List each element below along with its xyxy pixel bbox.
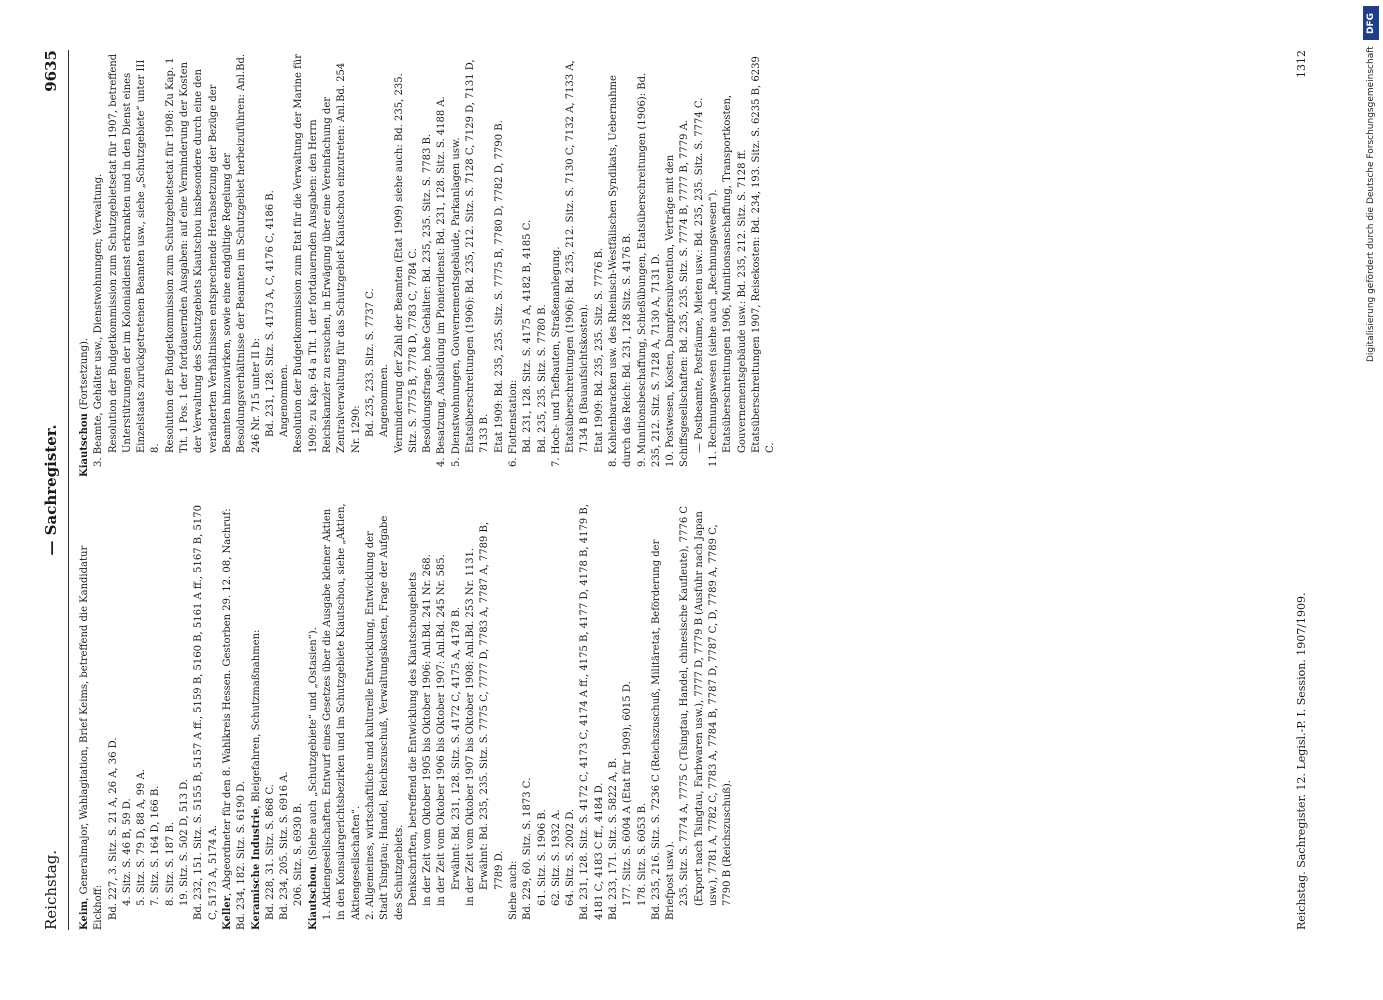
headword: Keramische Industrie — [250, 808, 262, 930]
index-reference: Besoldungsfrage, hohe Gehälter: Bd. 235, 235. Sitz. S. 7783 B. — [422, 133, 434, 453]
page-footer — [1295, 50, 1313, 930]
dfg-logo: DFG — [1363, 6, 1379, 40]
index-reference: 235. Sitz. S. 7774 A, 7775 C (Tsingtau, Handel, chinesische Kaufleute), 7776 C (Export nach Tsingtau, Farbwaren usw.), 7777 D, 7779 B (Ausfuhr nach Japan usw.), 7781 A, 7782 C, 7783 A, 7784 B, 7787 D, 7787 C, D, 7789 A, 7789 C, 7790 B (Reichszuschuß). — [679, 505, 734, 906]
index-reference: 64. Sitz. S. 2002 D. — [565, 808, 577, 906]
index-reference: Etat 1909: Bd. 235, 235. Sitz. S. 7776 B. — [593, 247, 605, 453]
index-reference: Bd. 231, 128. Sitz. S. 4173 A, C, 4176 C, 4186 B. — [264, 190, 276, 437]
index-reference: in der Zeit vom Oktober 1907 bis Oktober 1908: Anl.Bd. 253 Nr. 1131. — [465, 547, 477, 906]
index-entry: Keramische Industrie, Bleigefahren, Schutzmaßnahmen: — [250, 629, 262, 930]
column-right — [78, 50, 1273, 477]
column-left — [78, 503, 1273, 930]
index-reference: Bd. 231, 128. Sitz. S. 4175 A, 4182 B, 4185 C. — [522, 219, 534, 453]
index-reference: 61. Sitz. S. 1906 B. — [536, 809, 548, 906]
index-reference: Angenommen. — [379, 364, 391, 437]
index-reference: 19. Sitz. S. 502 D, 513 D. — [179, 778, 191, 906]
index-reference: Erwähnt: Bd. 231, 128. Sitz. S. 4172 C, 4175 A, 4178 B. — [450, 606, 462, 890]
headword: Keim — [79, 900, 90, 930]
text-columns — [78, 50, 1273, 930]
index-reference: Verminderung der Zahl der Beamten (Etat 1909) siehe auch: Bd. 235, 235. Sitz. S. 7775 B, 7778 D, 7783 C, 7784 C. — [393, 73, 419, 453]
index-reference: in der Zeit vom Oktober 1906 bis Oktober 1907: Anl.Bd. 245 Nr. 585. — [436, 554, 448, 906]
index-entry: Kiautschou (Fortsetzung). — [79, 337, 90, 477]
index-reference: Angenommen. — [279, 364, 291, 437]
index-reference: Bd. 232, 151. Sitz. S. 5155 B, 5157 A ff., 5159 B, 5160 B, 5161 A ff., 5167 B, 5170 C, 5173 A, 5174 A. — [193, 505, 219, 920]
index-reference: Denkschriften, betreffend die Entwicklung des Kiautschougebiets — [407, 572, 419, 906]
index-reference: Bd. 233, 171. Sitz. S. 5822 A, B. — [607, 757, 619, 920]
headword: Kiautschou — [79, 409, 90, 477]
index-reference: 4. Besatzung, Ausbildung im Pionierdienst: Bd. 231, 128. Sitz. S. 4188 A. — [436, 96, 448, 467]
index-reference: 62. Sitz. S. 1932 A. — [550, 809, 562, 906]
index-reference: Etatsüberschreitungen (1906): Bd. 235, 212. Sitz. S. 7130 C, 7132 A, 7133 A, 7134 B (Bauaufsichtskosten). — [565, 60, 591, 453]
index-reference: 10. Postwesen, Kosten, Dampfersubvention, Verträge mit den Schiffsgesellschaften: Bd. 235, 235. Sitz. S. 7774 B, 7777 B, 7779 A. — [665, 119, 691, 467]
index-reference: Bd. 231, 128. Sitz. S. 4172 C, 4173 C, 4174 A ff., 4175 B, 4177 D, 4178 B, 4179 B, 4181 C, 4183 C ff., 4184 D. — [579, 504, 605, 920]
index-reference: Bd. 235, 235. Sitz. S. 7780 B. — [536, 304, 548, 453]
index-reference: 11. Rechnungswesen (siehe auch „Rechnungswesen“). — [708, 189, 720, 467]
index-reference: Etat 1909: Bd. 235, 235. Sitz. S. 7775 B, 7780 D, 7782 D, 7790 B. — [493, 120, 505, 453]
index-reference: Resolution der Budgetkommission zum Etat für die Verwaltung der Marine für 1909: zu Kap. 64 a Tit. 1 der fortdauernden Ausgaben: den Herrn Reichskanzler zu ersuchen, in Erwägung über eine Vereinfachung der Zentralverwaltung für das Schutzgebiet Kiautschou einzutreten: Anl.Bd. 254 Nr. 1290: — [293, 53, 362, 453]
index-reference: Bd. 229, 60. Sitz. S. 1873 C. — [522, 777, 534, 920]
index-reference: Etatsüberschreitungen 1907, Reisekosten: Bd. 234, 193. Sitz. S. 6235 B, 6239 C. — [750, 56, 777, 453]
page-number: 9635 — [42, 50, 60, 92]
index-reference: 4. Sitz. S. 46 B, 59 D. — [121, 798, 133, 906]
index-reference: Etatsüberschreitungen (1906): Bd. 235, 212. Sitz. S. 7128 C, 7129 D, 7131 D, 7133 B. — [465, 59, 491, 453]
index-reference: Bd. 235, 233. Sitz. S. 7737 C. — [364, 288, 376, 437]
index-reference: 178. Sitz. S. 6053 B. — [636, 802, 648, 906]
header-center: — Sachregister. — [42, 424, 60, 556]
index-reference: — Postbeamte, Posträume, Mieten usw.: Bd. 235, 235. Sitz. S. 7774 C. — [693, 97, 705, 453]
index-entry: Kiautschou. (Siehe auch „Schutzgebiete“ und „Ostasien“). — [307, 627, 319, 930]
header-left: Reichstag. — [42, 849, 60, 930]
dfg-credit: Digitalisierung gefördert durch die Deutsche Forschungsgemeinschaft — [1366, 46, 1376, 362]
index-entry: Keim, Generalmajor, Wahlagitation, Brief Keims, betreffend die Kandidatur Eickhoff: — [79, 545, 105, 930]
index-reference: Resolution der Budgetkommission zum Schutzgebietsetat für 1907, betreffend Unterstützungen der im Kolonialdienst erkrankten und in den Dienst eines Einzelstaats zurückgetretenen Beamten usw., siehe „Schutzgebiete“ unter III 8. — [107, 53, 162, 453]
index-reference: Resolution der Budgetkommission zum Schutzgebietsetat für 1908: Zu Kap. 1 Tit. 1 Pos. 1 der fortdauernden Ausgaben: auf eine Verminderung der Kosten der Verwaltung des Schutzgebiets Kiautschou insbesondere durch eine den veränderten Verhältnissen entsprechende Herabsetzung der Bezüge der Beamten hinzuwirken, sowie eine endgültige Regelung der Besoldungsverhältnisse der Beamten im Schutzgebiet herbeizuführen: Anl.Bd. 246 Nr. 715 unter II b: — [164, 53, 262, 453]
index-reference: Siehe auch: — [507, 860, 519, 920]
index-reference: 6. Flottenstation: — [507, 379, 519, 467]
index-reference: 5. Dienstwohnungen, Gouvernementsgebäude, Parkanlagen usw. — [450, 137, 462, 467]
index-reference: 3. Beamte, Gehälter usw., Dienstwohnungen; Verwaltung. — [93, 173, 105, 467]
index-reference: Bd. 227, 3. Sitz. S. 21 A, 26 A, 36 D. — [107, 737, 119, 920]
header-rule — [68, 50, 69, 930]
index-reference: 7. Hoch- und Tiefbauten, Straßenanlegung. — [550, 246, 562, 467]
index-entry: Keller, Abgeordneter für den 8. Wahlkreis Hessen. Gestorben 29. 12. 08, Nachruf: Bd. 234, 182. Sitz. S. 6190 D. — [221, 508, 248, 930]
footer-left: Reichstag. Sachregister. 12. Legisl.-P. I. Session. 1907/1909. — [1295, 592, 1308, 930]
index-reference: 8. Sitz. S. 187 B. — [164, 821, 176, 906]
index-reference: Erwähnt: Bd. 235, 235. Sitz. S. 7775 C, 7777 D, 7783 A, 7787 A, 7789 B, 7789 D. — [479, 521, 505, 890]
index-reference: 2. Allgemeines, wirtschaftliche und kulturelle Entwicklung, Entwicklung der Stadt Tsingtau; Handel, Reichszuschuß, Verwaltungskosten, Frage der Aufgabe des Schutzgebiets. — [364, 515, 405, 920]
index-reference: Etatsüberschreitungen 1906, Munitionsanschaffung, Transportkosten, Gouvernementsgebäude usw.: Bd. 235, 212. Sitz. S. 7128 ff. — [722, 94, 748, 453]
index-reference: 177. Sitz. S. 6004 A (Etat für 1909), 6015 D. — [622, 681, 634, 906]
headword: Kiautschou — [307, 866, 319, 930]
index-reference: 206. Sitz. S. 6930 B. — [293, 802, 305, 906]
index-reference: in der Zeit vom Oktober 1905 bis Oktober 1906: Anl.Bd. 241 Nr. 268. — [422, 554, 434, 906]
index-reference: 9. Munitionsbeschaffung, Schießübungen, Etatsüberschreitungen (1906): Bd. 235, 212. Sitz. S. 7128 A, 7130 A, 7131 D. — [636, 72, 662, 467]
page-header — [42, 50, 66, 930]
index-reference: Bd. 228, 31. Sitz. S. 868 C. — [264, 784, 276, 920]
index-reference: 5. Sitz. S. 79 D, 88 A, 99 A. — [136, 769, 148, 906]
headword: Keller — [221, 895, 233, 930]
index-reference: 7. Sitz. S. 164 D, 166 B. — [150, 785, 162, 906]
index-reference: 1. Aktiengesellschaften. Entwurf eines Gesetzes über die Ausgabe kleiner Aktien in den Konsulargerichtsbezirken und im Schutzgebiete Kiautschou, siehe „Aktien, Aktiengesellschaften“. — [322, 503, 362, 920]
index-reference: Bd. 234, 205. Sitz. S. 6916 A. — [279, 771, 291, 920]
index-reference: 8. Kohlenbaracken usw. des Rheinisch-Westfälischen Syndikats, Uebernahme durch das Reich: Bd. 231, 128 Sitz. S. 4176 B. — [607, 75, 634, 467]
index-reference: Bd. 235, 216. Sitz. S. 7236 C (Reichszuschuß, Militäretat, Beförderung der Briefpost usw.). — [650, 539, 677, 920]
footer-right: 1312 — [1295, 50, 1308, 78]
